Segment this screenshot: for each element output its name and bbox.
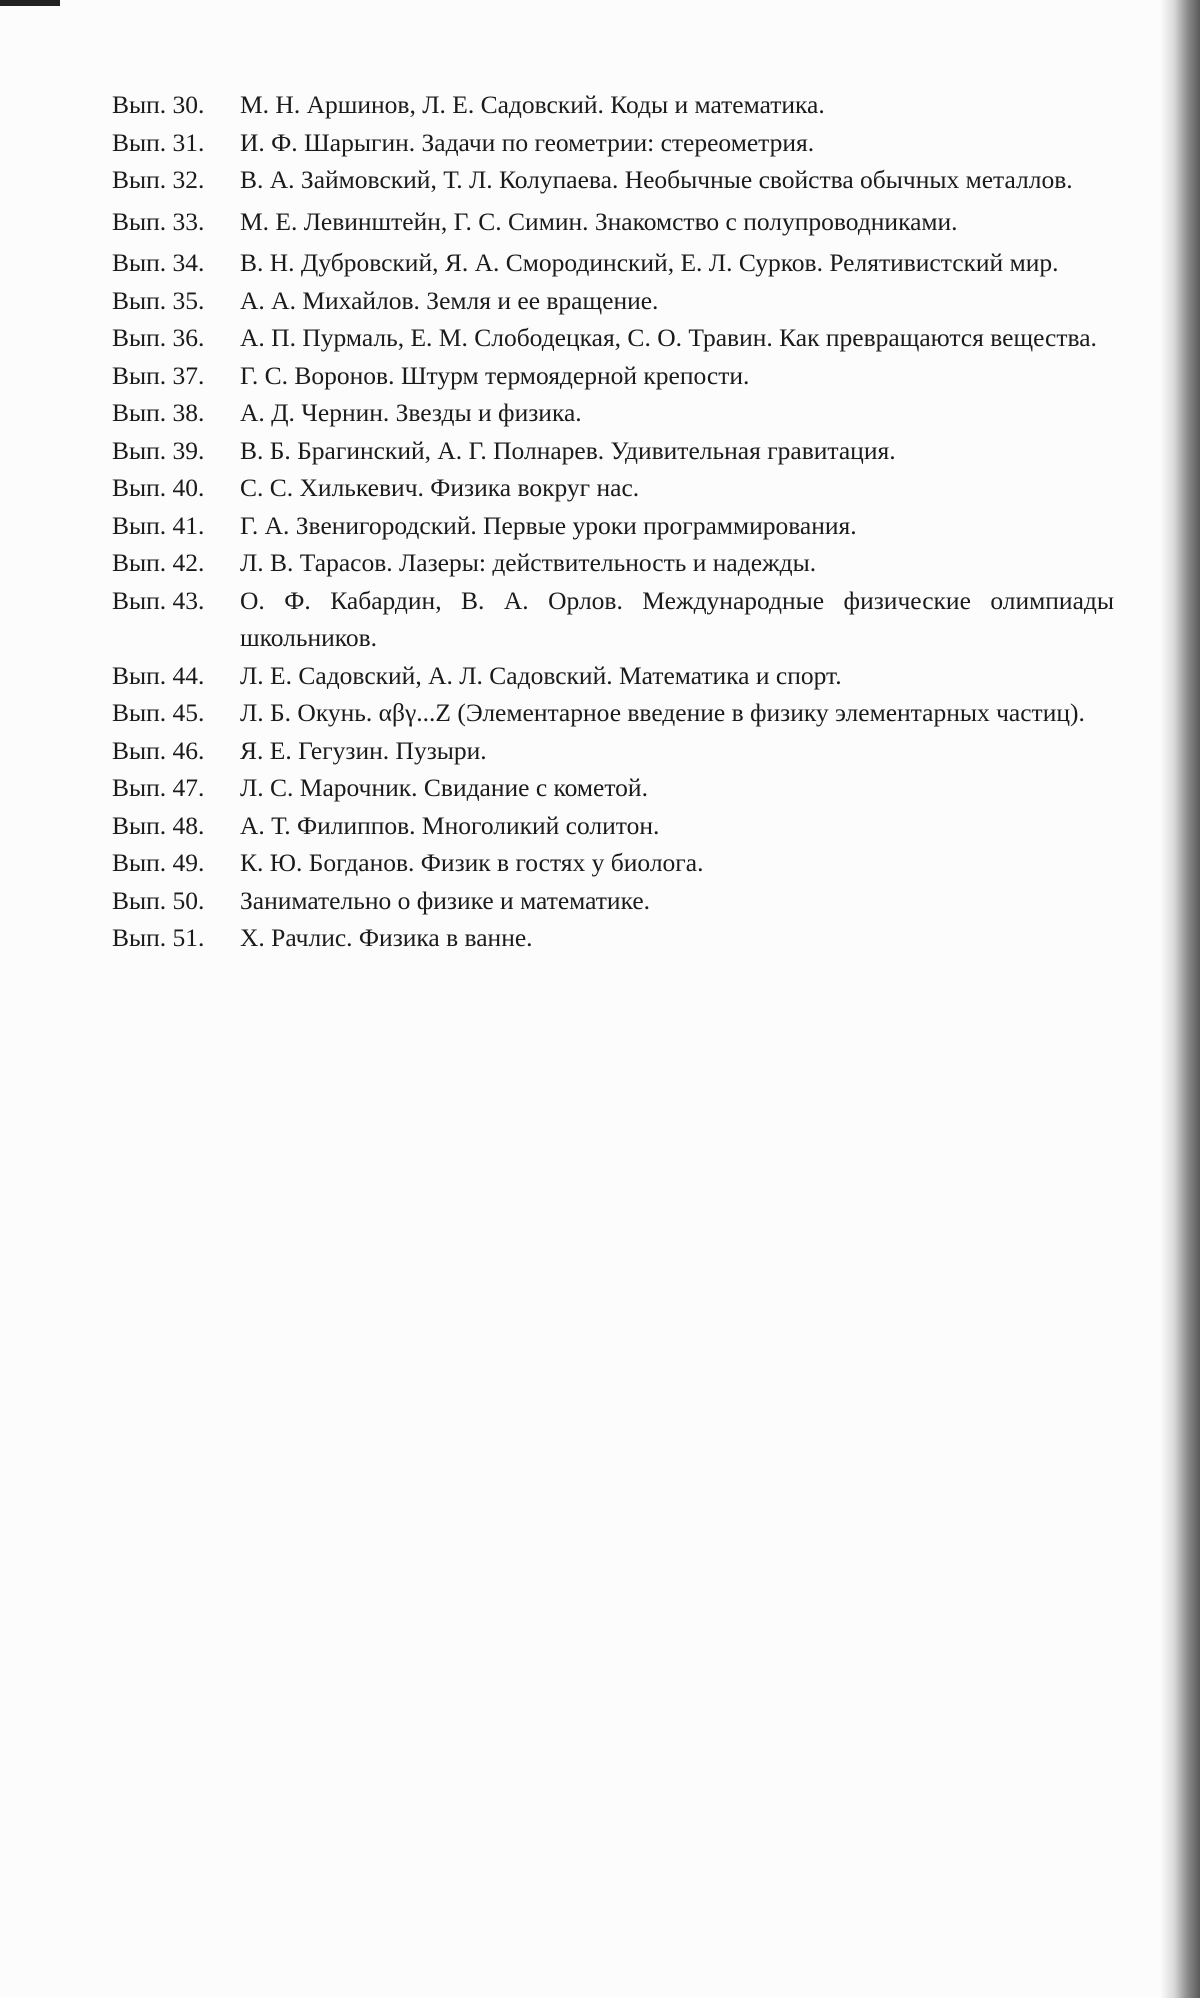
issue-number: Вып. 46.: [112, 735, 205, 765]
issue-number: Вып. 34.: [112, 248, 205, 277]
list-item: [112, 394, 1114, 432]
list-item: [112, 319, 1114, 357]
issue-number: Вып. 36.: [112, 323, 205, 352]
issue-text: Л. Б. Окунь. αβγ...Z (Элементарное введение в физику элементарных частиц).: [240, 698, 1085, 727]
list-item: [112, 844, 1114, 882]
issue-text: А. П. Пурмаль, Е. М. Слободецкая, С. О. Травин. Как превращаются вещества.: [240, 323, 1097, 352]
list-item: [112, 582, 1114, 657]
issue-number: Вып. 37.: [112, 360, 205, 390]
issue-number: Вып. 51.: [112, 923, 205, 952]
issue-text: Г. С. Воронов. Штурм термоядерной крепости.: [240, 360, 750, 390]
issue-text: И. Ф. Шарыгин. Задачи по геометрии: стереометрия.: [240, 127, 815, 157]
issue-text: Х. Рачлис. Физика в ванне.: [240, 923, 533, 952]
list-item: [112, 807, 1114, 845]
list-item: [112, 282, 1114, 320]
issue-number: Вып. 30.: [112, 90, 205, 119]
list-item: [112, 86, 1114, 124]
list-item: [112, 432, 1114, 470]
list-item: [112, 732, 1114, 770]
issue-number: Вып. 48.: [112, 810, 205, 840]
list-item: [112, 357, 1114, 395]
issue-number: Вып. 40.: [112, 473, 205, 502]
issue-text: М. Е. Левинштейн, Г. С. Симин. Знакомство с полупроводниками.: [240, 206, 958, 236]
issue-text: О. Ф. Кабардин, В. А. Орлов. Международные физические олимпиады школьников.: [240, 585, 1114, 652]
issue-text: Занимательно о физике и математике.: [240, 885, 651, 915]
issue-number: Вып. 45.: [112, 698, 205, 727]
issue-text: А. Д. Чернин. Звезды и физика.: [240, 398, 582, 427]
issue-number: Вып. 35.: [112, 285, 205, 315]
list-item: [112, 657, 1114, 695]
issue-text: А. Т. Филиппов. Многоликий солитон.: [240, 810, 660, 840]
list-item: [112, 882, 1114, 920]
issue-text: В. А. Займовский, Т. Л. Колупаева. Необычные свойства обычных металлов.: [240, 165, 1073, 194]
issue-text: Л. С. Марочник. Свидание с кометой.: [240, 773, 648, 802]
issue-text: А. А. Михайлов. Земля и ее вращение.: [240, 285, 659, 315]
issue-number: Вып. 33.: [112, 206, 205, 236]
issue-text: В. Н. Дубровский, Я. А. Смородинский, Е. Л. Сурков. Релятивистский мир.: [240, 248, 1059, 277]
list-item: [112, 161, 1114, 199]
list-item: [112, 507, 1114, 545]
list-item: [112, 919, 1114, 957]
series-list: [112, 86, 1114, 957]
issue-text: С. С. Хилькевич. Физика вокруг нас.: [240, 473, 640, 502]
issue-number: Вып. 44.: [112, 660, 205, 690]
issue-number: Вып. 42.: [112, 548, 205, 577]
issue-number: Вып. 49.: [112, 848, 205, 877]
issue-text: В. Б. Брагинский, А. Г. Полнарев. Удивительная гравитация.: [240, 435, 896, 465]
issue-number: Вып. 32.: [112, 165, 205, 194]
list-item: [112, 769, 1114, 807]
list-item: [112, 244, 1114, 282]
issue-text: Я. Е. Гегузин. Пузыри.: [240, 735, 487, 765]
issue-text: Г. А. Звенигородский. Первые уроки программирования.: [240, 510, 857, 540]
issue-number: Вып. 41.: [112, 510, 205, 540]
list-item: [112, 469, 1114, 507]
issue-number: Вып. 50.: [112, 885, 205, 915]
issue-text: Л. Е. Садовский, А. Л. Садовский. Математика и спорт.: [240, 660, 842, 690]
issue-number: Вып. 31.: [112, 127, 205, 157]
issue-text: Л. В. Тарасов. Лазеры: действительность и надежды.: [240, 548, 817, 577]
issue-number: Вып. 38.: [112, 398, 205, 427]
list-item: [112, 694, 1114, 732]
list-item: [112, 544, 1114, 582]
issue-text: К. Ю. Богданов. Физик в гостях у биолога.: [240, 848, 704, 877]
issue-number: Вып. 39.: [112, 435, 205, 465]
issue-number: Вып. 47.: [112, 773, 205, 802]
scan-edge-top: [0, 0, 60, 6]
book-spine-shadow: [1160, 0, 1200, 1998]
issue-number: Вып. 43.: [112, 585, 205, 615]
list-item: [112, 203, 1114, 241]
issue-text: М. Н. Аршинов, Л. Е. Садовский. Коды и математика.: [240, 90, 825, 119]
list-item: [112, 124, 1114, 162]
